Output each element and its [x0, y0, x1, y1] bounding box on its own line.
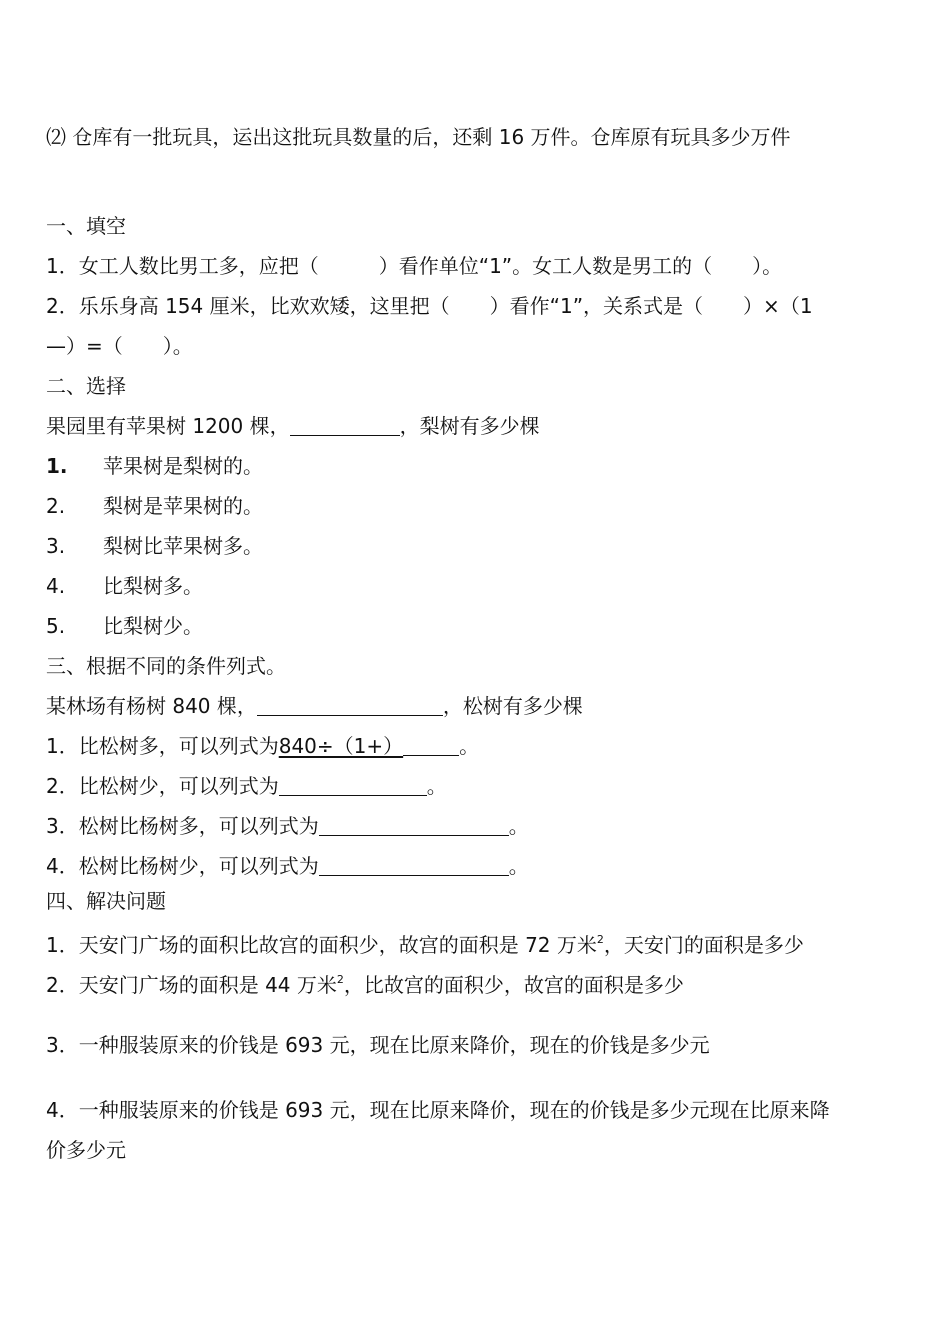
option-text: 比梨树多。: [103, 574, 203, 598]
section1-q2-line1: 2．乐乐身高 154 厘米，比欢欢矮，这里把（ ）看作“1”，关系式是（ ）×（1: [46, 294, 813, 318]
section1-heading: 一、填空: [46, 214, 126, 238]
option-number: 1.: [46, 454, 68, 478]
answer-blank: [403, 733, 459, 756]
option-text: 比梨树少。: [103, 614, 203, 638]
question-text: 1．比松树多，可以列式为: [46, 734, 279, 758]
option-number: 5.: [46, 614, 66, 638]
section4-q3: 3．一种服装原来的价钱是 693 元，现在比原来降价，现在的价钱是多少元: [46, 1033, 710, 1057]
section4-q4-line2: 价多少元: [46, 1138, 126, 1162]
question-end: 。: [426, 774, 447, 798]
question-text: 4．松树比杨树少，可以列式为: [46, 854, 319, 878]
stem-text-before: 某林场有杨树 840 棵，: [46, 694, 257, 718]
question-text-after: ，比故宫的面积少，故宫的面积是多少: [343, 973, 684, 997]
stem-blank: [257, 693, 443, 716]
option-text: 梨树比苹果树多。: [103, 534, 263, 558]
stem-blank: [290, 413, 400, 436]
answer-blank: [319, 853, 509, 876]
section3-q2: [46, 772, 447, 800]
intro-problem: ⑵ 仓库有一批玩具，运出这批玩具数量的后，还剩 16 万件。仓库原有玩具多少万件: [46, 125, 791, 149]
option-text: 梨树是苹果树的。: [103, 494, 263, 518]
section3-q4: [46, 852, 529, 880]
option-1: [46, 452, 263, 480]
section2-stem: [46, 412, 540, 440]
question-text: 3．松树比杨树多，可以列式为: [46, 814, 319, 838]
option-5: [46, 612, 203, 640]
question-text-after: ，天安门的面积是多少: [603, 933, 804, 957]
question-end: 。: [508, 814, 529, 838]
section3-q3: [46, 812, 529, 840]
option-text: 苹果树是梨树的。: [103, 454, 263, 478]
answer-blank: [279, 773, 427, 796]
option-2: [46, 492, 263, 520]
section4-q4-line1: 4．一种服装原来的价钱是 693 元，现在比原来降价，现在的价钱是多少元现在比原来降: [46, 1098, 830, 1122]
section4-q2: [46, 966, 684, 999]
question-text: 2．比松树少，可以列式为: [46, 774, 279, 798]
option-3: [46, 532, 263, 560]
section4-heading: 四、解决问题: [46, 889, 166, 913]
question-text: 2．天安门广场的面积是 44 万米: [46, 973, 337, 997]
stem-text-after: ，松树有多少棵: [442, 694, 583, 718]
section1-q1: 1．女工人数比男工多，应把（ ）看作单位“1”。女工人数是男工的（ ）。: [46, 254, 783, 278]
option-4: [46, 572, 203, 600]
superscript: 2: [336, 973, 344, 986]
stem-text-after: ，梨树有多少棵: [399, 414, 540, 438]
q1-answer: 840÷（1+）: [278, 734, 404, 758]
section4-q1: [46, 926, 804, 959]
question-end: 。: [459, 734, 480, 758]
answer-blank: [319, 813, 509, 836]
option-number: 4.: [46, 574, 66, 598]
option-number: 3.: [46, 534, 66, 558]
section3-stem: [46, 692, 583, 720]
section3-q1: [46, 732, 479, 760]
section1-q2-line2: —）=（ ）。: [46, 334, 193, 358]
question-text: 1．天安门广场的面积比故宫的面积少，故宫的面积是 72 万米: [46, 933, 597, 957]
section3-heading: 三、根据不同的条件列式。: [46, 654, 286, 678]
superscript: 2: [596, 933, 604, 946]
question-end: 。: [508, 854, 529, 878]
stem-text-before: 果园里有苹果树 1200 棵，: [46, 414, 290, 438]
option-number: 2.: [46, 494, 66, 518]
section2-heading: 二、选择: [46, 374, 126, 398]
